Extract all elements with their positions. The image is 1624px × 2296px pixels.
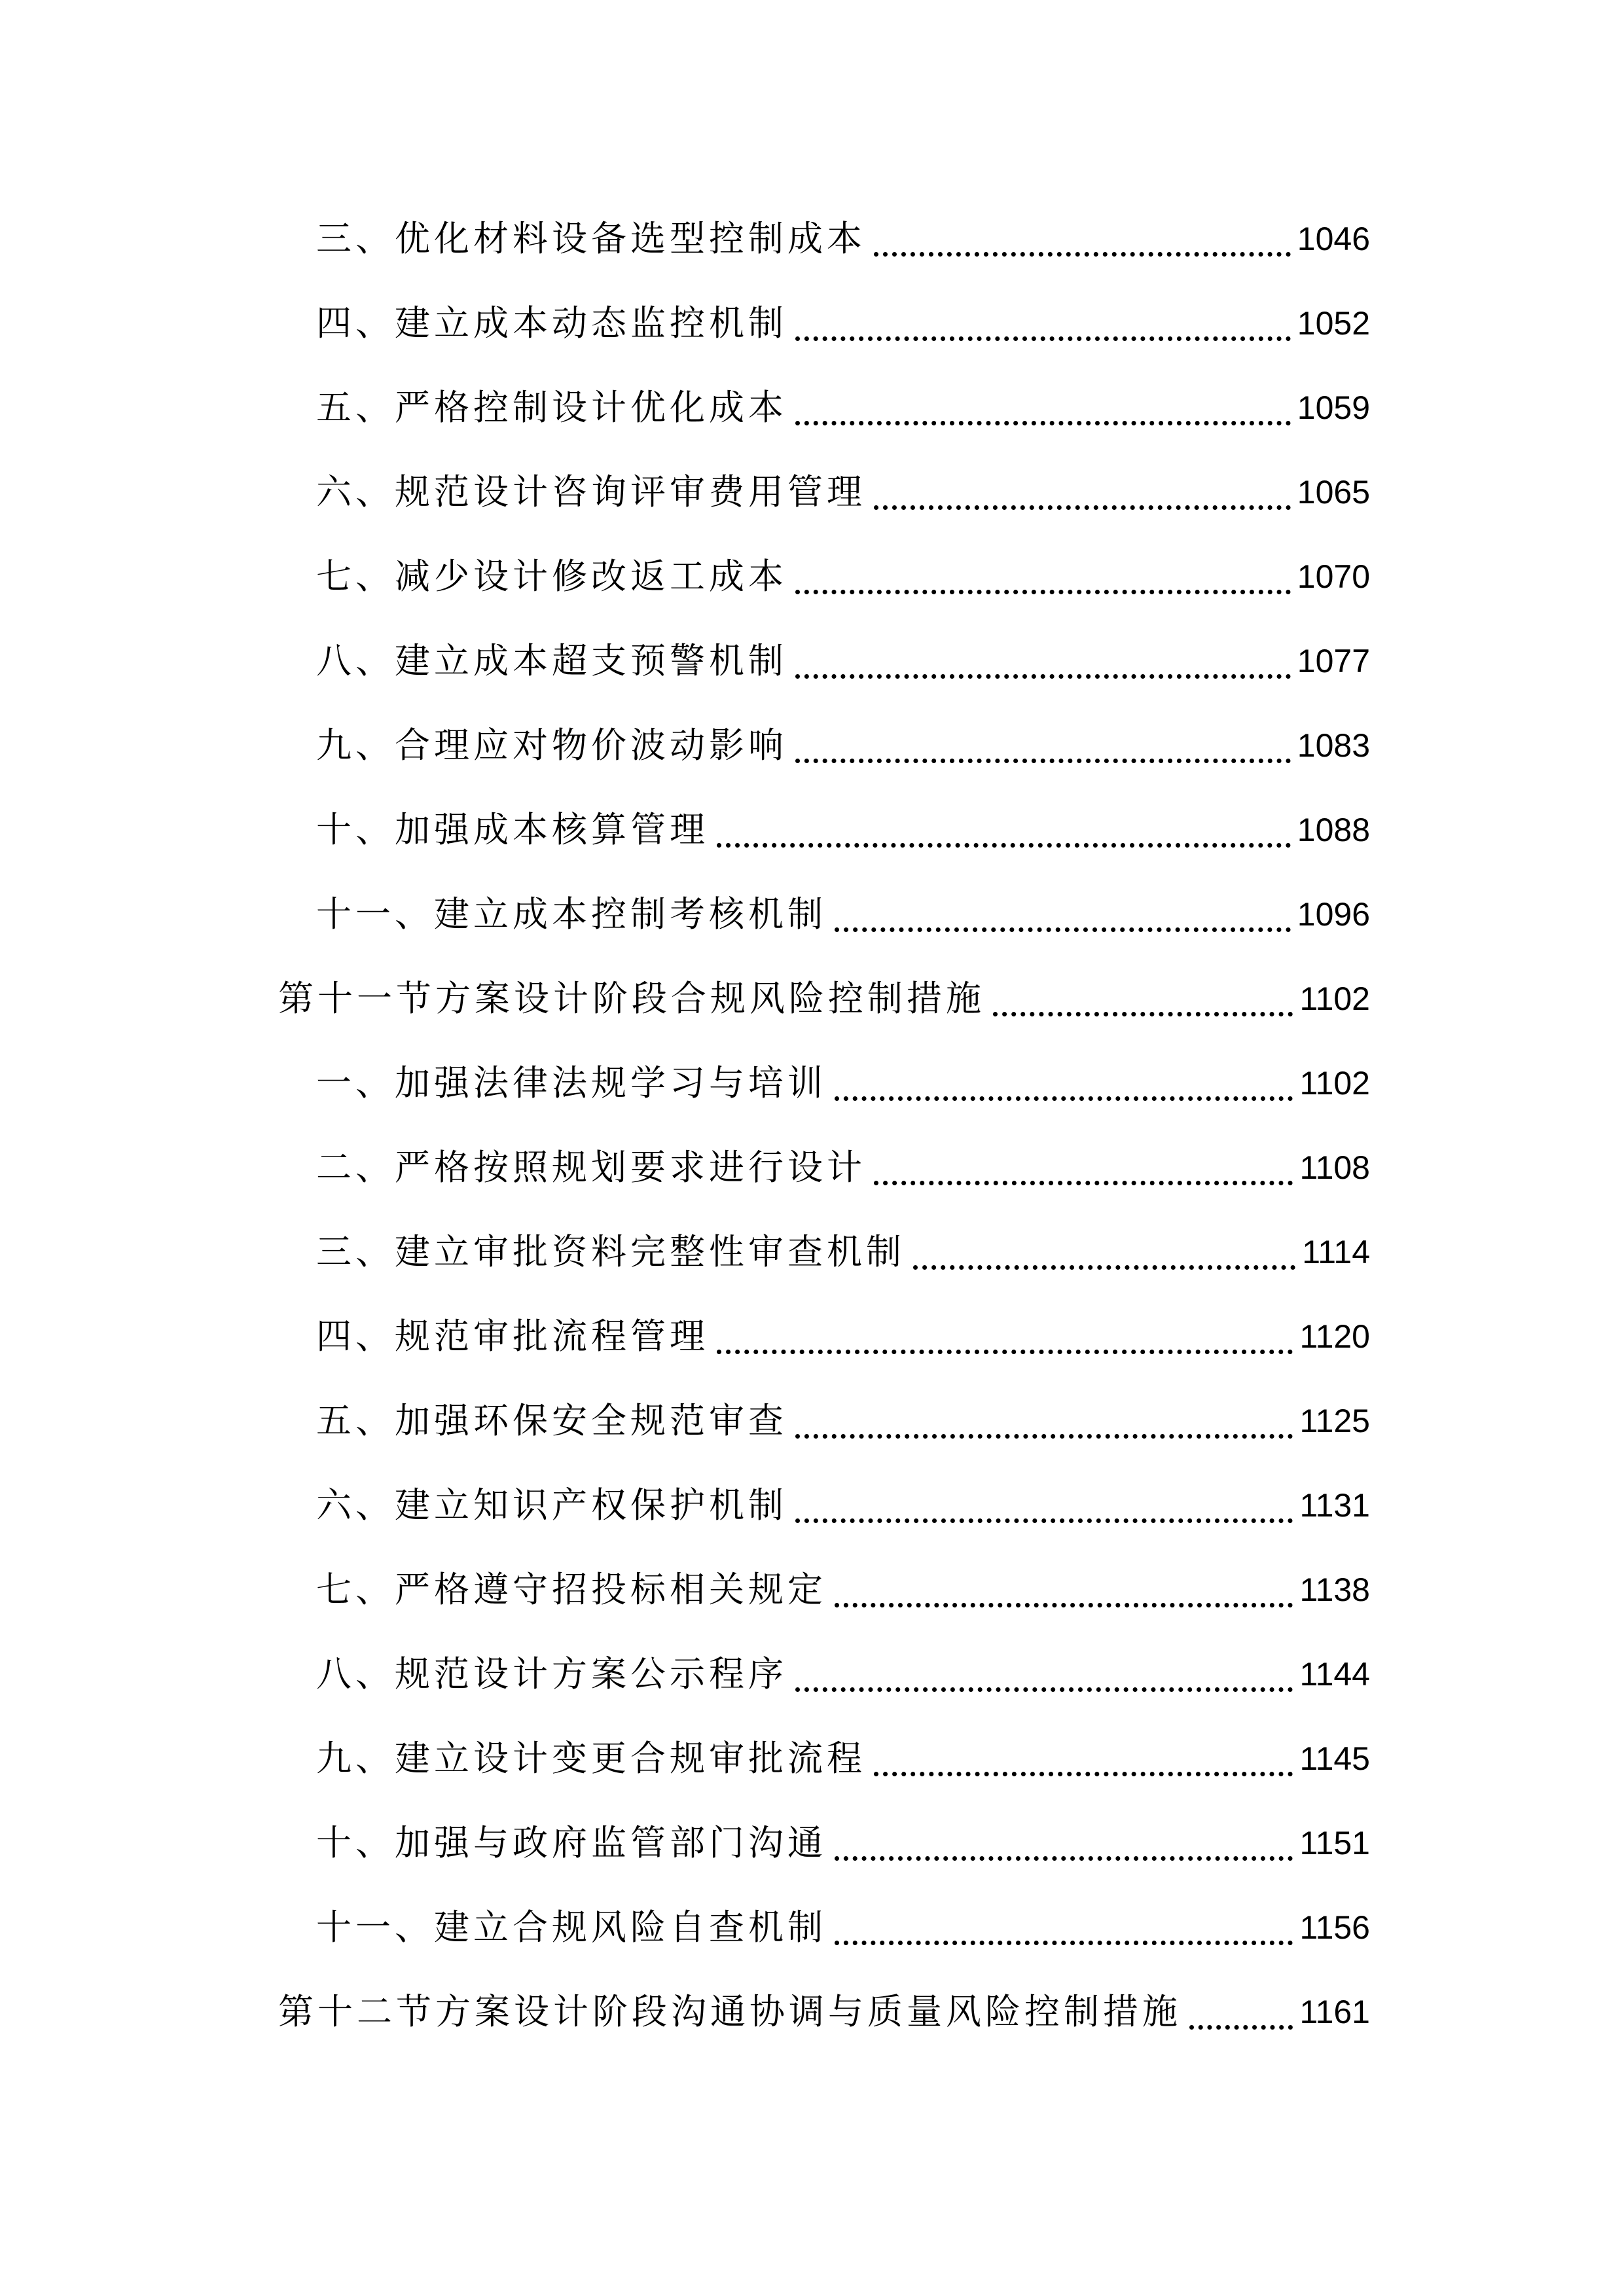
toc-entry-title: 第十一节方案设计阶段合规风险控制措施 <box>278 978 985 1019</box>
toc-dot-leader <box>717 1350 1293 1354</box>
toc-entry-title: 十、加强成本核算管理 <box>316 809 709 850</box>
toc-entry-page: 1120 <box>1299 1318 1370 1355</box>
toc-entry-title: 五、加强环保安全规范审查 <box>316 1400 787 1441</box>
toc-entry-page: 1052 <box>1297 305 1370 342</box>
toc-entry-page: 1125 <box>1299 1403 1370 1439</box>
toc-dot-leader <box>835 1603 1293 1607</box>
toc-entry-page: 1151 <box>1299 1825 1370 1861</box>
toc-entry[interactable] <box>316 1810 1370 1876</box>
toc-entry[interactable] <box>316 713 1370 778</box>
toc-dot-leader <box>795 336 1291 341</box>
toc-entry[interactable] <box>316 882 1370 947</box>
toc-dot-leader <box>835 1096 1293 1101</box>
toc-entry[interactable] <box>316 1050 1370 1116</box>
toc-dot-leader <box>717 843 1291 848</box>
toc-entry[interactable] <box>316 1304 1370 1369</box>
toc-entry-page: 1046 <box>1297 221 1370 257</box>
toc-entry-title: 四、建立成本动态监控机制 <box>316 302 787 344</box>
toc-dot-leader <box>795 590 1291 594</box>
toc-entry-page: 1088 <box>1297 812 1370 848</box>
toc-entry-page: 1108 <box>1299 1149 1370 1186</box>
toc-dot-leader <box>874 1772 1293 1776</box>
toc-dot-leader <box>913 1265 1295 1270</box>
toc-entry[interactable] <box>316 1219 1370 1285</box>
toc-entry[interactable] <box>316 1641 1370 1707</box>
toc-entry-title: 五、严格控制设计优化成本 <box>316 387 787 428</box>
toc-entry[interactable] <box>316 206 1370 272</box>
toc-entry-page: 1138 <box>1299 1571 1370 1608</box>
toc-entry[interactable] <box>316 797 1370 863</box>
toc-section-entry[interactable] <box>278 966 1370 1031</box>
toc-entry[interactable] <box>316 1557 1370 1623</box>
toc-dot-leader <box>795 1518 1293 1523</box>
toc-dot-leader <box>795 674 1291 679</box>
toc-entry-title: 三、优化材料设备选型控制成本 <box>316 218 866 259</box>
toc-entry-page: 1145 <box>1299 1740 1370 1777</box>
toc-dot-leader <box>835 927 1291 932</box>
toc-entry-page: 1102 <box>1299 980 1370 1017</box>
toc-entry[interactable] <box>316 1473 1370 1538</box>
toc-entry-title: 四、规范审批流程管理 <box>316 1316 709 1357</box>
toc-entry-page: 1096 <box>1297 896 1370 933</box>
toc-entry-page: 1114 <box>1302 1234 1370 1270</box>
toc-entry-title: 六、规范设计咨询评审费用管理 <box>316 471 866 512</box>
toc-dot-leader <box>795 759 1291 763</box>
toc-entry[interactable] <box>316 1895 1370 1960</box>
toc-entry-title: 三、建立审批资料完整性审查机制 <box>316 1231 905 1272</box>
toc-entry[interactable] <box>316 1726 1370 1791</box>
toc-entry-title: 第十二节方案设计阶段沟通协调与质量风险控制措施 <box>278 1991 1182 2032</box>
toc-section-entry[interactable] <box>278 1979 1370 2045</box>
toc-entry[interactable] <box>316 1135 1370 1200</box>
toc-entry-page: 1065 <box>1297 474 1370 511</box>
toc-entry-title: 二、严格按照规划要求进行设计 <box>316 1147 866 1188</box>
toc-dot-leader <box>874 252 1291 257</box>
toc-dot-leader <box>874 1181 1293 1185</box>
toc-entry-page: 1144 <box>1299 1656 1370 1693</box>
toc-entry-title: 七、减少设计修改返工成本 <box>316 556 787 597</box>
toc-entry-title: 十一、建立成本控制考核机制 <box>316 893 827 935</box>
toc-dot-leader <box>795 1434 1293 1439</box>
toc-entry-title: 八、规范设计方案公示程序 <box>316 1653 787 1695</box>
toc-entry[interactable] <box>316 628 1370 694</box>
toc-entry-page: 1161 <box>1299 1994 1370 2030</box>
toc-entry-title: 八、建立成本超支预警机制 <box>316 640 787 681</box>
toc-entry-title: 一、加强法律法规学习与培训 <box>316 1062 827 1103</box>
toc-dot-leader <box>1189 2025 1293 2030</box>
toc-entry-title: 七、严格遵守招投标相关规定 <box>316 1569 827 1610</box>
toc-dot-leader <box>835 1856 1293 1861</box>
toc-dot-leader <box>993 1012 1293 1016</box>
toc-entry-page: 1156 <box>1299 1909 1370 1946</box>
toc-dot-leader <box>835 1941 1293 1945</box>
toc-entry[interactable] <box>316 291 1370 356</box>
toc-entry-page: 1059 <box>1297 389 1370 426</box>
toc-dot-leader <box>795 1687 1293 1692</box>
toc-entry[interactable] <box>316 544 1370 609</box>
toc-entry[interactable] <box>316 1388 1370 1454</box>
toc-entry-page: 1077 <box>1297 643 1370 679</box>
toc-entry[interactable] <box>316 459 1370 525</box>
toc-entry-title: 十一、建立合规风险自查机制 <box>316 1907 827 1948</box>
toc-entry-page: 1131 <box>1299 1487 1370 1524</box>
toc-entry-title: 九、建立设计变更合规审批流程 <box>316 1738 866 1779</box>
toc-entry-page: 1102 <box>1299 1065 1370 1102</box>
toc-entry-title: 九、合理应对物价波动影响 <box>316 725 787 766</box>
toc-entry-title: 六、建立知识产权保护机制 <box>316 1484 787 1526</box>
toc-entry-page: 1083 <box>1297 727 1370 764</box>
toc-dot-leader <box>874 505 1291 510</box>
toc-entry[interactable] <box>316 375 1370 440</box>
toc-entry-title: 十、加强与政府监管部门沟通 <box>316 1822 827 1863</box>
toc-entry-page: 1070 <box>1297 558 1370 595</box>
toc-dot-leader <box>795 421 1291 425</box>
